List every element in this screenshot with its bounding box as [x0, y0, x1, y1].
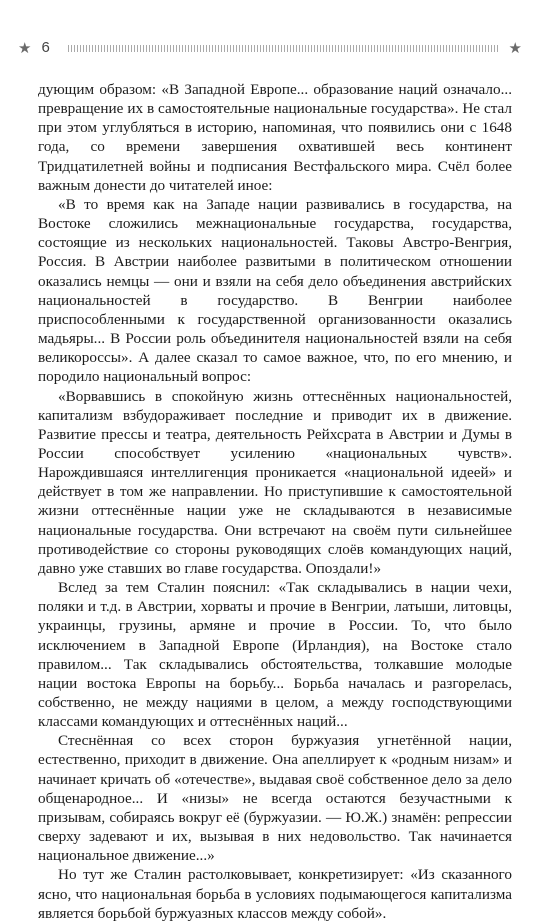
paragraph-stalin-explained: Вслед за тем Сталин пояснил: «Так складывались в нации чехи, поляки и т.д. в Австрии, хорваты и прочие в Венгрии, латыши, литовцы, украинцы, грузины, армяне и прочие в России. То, что было исключением в Западной Европе (Ирландия), на Востоке стало правилом... Так складывались обстоятельства, толкавшие молодые нации востока Европы на борьбу... Борьба началась и разгорелась, собственно, не между нациями в целом, а между господствующими классами командующих и оттеснённых наций... [38, 579, 512, 731]
page-header [18, 38, 522, 58]
paragraph-quote-capitalism: «Ворвавшись в спокойную жизнь оттеснённых национальностей, капитализм взбудораживает последние и приводит их в движение. Развитие прессы и театра, деятельность Рейхсрата в Австрии и Думы в России способствует усилению «национальных чувств». Нарождившаяся интеллигенция проникается «национальной идеей» и действует в том же направлении. Но приступившие к самостоятельной жизни оттеснённые нации уже не складываются в независимые национальные государства. Они встречают на своём пути сильнейшее противодействие со стороны руководящих слоёв командующих наций, давно уже ставших во главе государства. Опоздали!» [38, 387, 512, 577]
paragraph-quote-east: «В то время как на Западе нации развивались в государства, на Востоке сложились межнациональные государства, государства, состоящие из нескольких национальностей. Таковы Австро-Венгрия, Россия. В Австрии наиболее развитыми в политическом отношении оказались немцы — они и взяли на себя дело объединения австрийских национальностей в государство. В Венгрии наиболее приспособленными к государственной организованности оказались мадьяры... В России роль объединителя национальностей взяли на себя великороссы». А далее сказал то самое важное, что, по его мнению, и породило национальный вопрос: [38, 195, 512, 386]
header-dotted-rule [68, 45, 499, 52]
paragraph-conclusion: Но тут же Сталин растолковывает, конкретизирует: «Из сказанного ясно, что национальная борьба в условиях подымающегося капитализма является борьбой буржуазных классов между собой». [38, 866, 512, 922]
page-body [38, 80, 512, 923]
paragraph-bourgeoisie: Стеснённая со всех сторон буржуазия угнетённой нации, естественно, приходит в движение. Она апеллирует к «родным низам» и начинает кричать об «отечестве», выдавая своё собственное дело за дело общенародное... И «низы» не всегда остаются безучастными к призывам, собираясь вокруг её (буржуазии. — Ю.Ж.) знамён: репрессии сверху задевают и их, вызывая в них недовольство. Так начинается национальное движение...» [38, 732, 512, 865]
right-star-icon: ★ [508, 39, 522, 57]
paragraph-continuation: дующим образом: «В Западной Европе... образование наций означало... превращение их в самостоятельные национальные государства». Не стал при этом углубляться в историю, напоминая, что появились они с 1648 года, со времени завершения охватившей весь континент Тридцатилетней войны и подписания Вестфальского мира. Счёл более важным донести до читателей иное: [38, 81, 512, 194]
page-number: 6 [41, 39, 50, 56]
left-star-icon: ★ [18, 39, 32, 57]
